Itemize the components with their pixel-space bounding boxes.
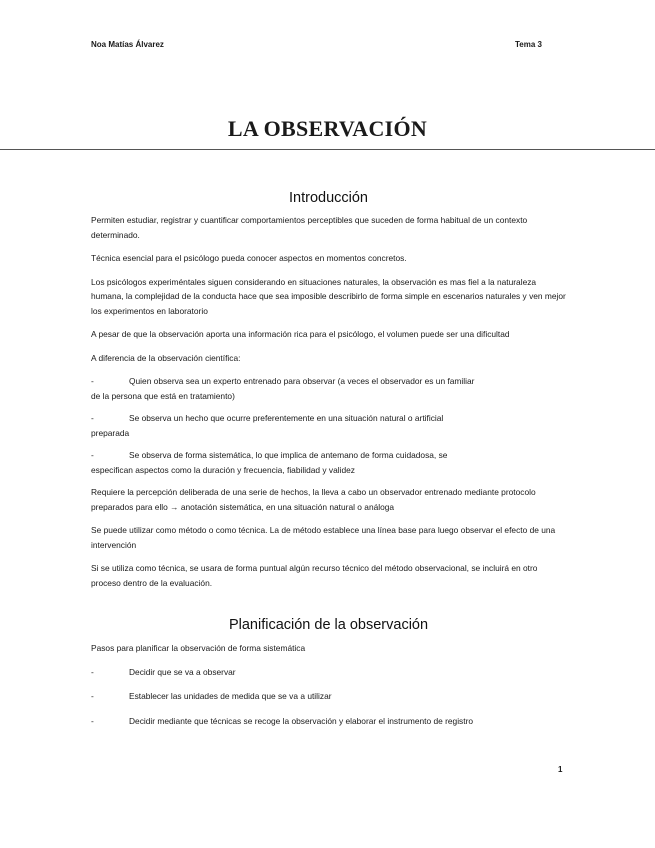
paragraph: Se puede utilizar como método o como técnica. La de método establece una línea base para luego observar el efecto de una intervención — [91, 525, 556, 550]
bullet-text: Quien observa sea un experto entrenado para observar (a veces el observador es un familiar — [129, 376, 475, 386]
header-topic: Tema 3 — [515, 40, 542, 49]
bullet-dash: - — [91, 666, 94, 677]
bullet-text-continued: de la persona que está en tratamiento) — [91, 390, 235, 401]
section-heading-introduccion: Introducción — [289, 190, 368, 206]
paragraph: Si se utiliza como técnica, se usara de forma puntual algún recurso técnico del método observacional, se incluirá en otro proceso dentro de la evaluación. — [91, 563, 538, 588]
bullet-dash: - — [91, 715, 94, 726]
document-body — [91, 190, 566, 738]
bullet-item — [91, 411, 566, 440]
paragraph: Pasos para planificar la observación de forma sistemática — [91, 643, 306, 653]
title-divider — [0, 149, 655, 150]
bullet-item — [91, 714, 566, 729]
bullet-item — [91, 448, 566, 477]
paragraph: Técnica esencial para el psicólogo pueda conocer aspectos en momentos concretos. — [91, 253, 407, 263]
section-heading-planificacion: Planificación de la observación — [228, 617, 429, 633]
bullet-dash: - — [91, 376, 94, 386]
bullet-text: Se observa de forma sistemática, lo que implica de antemano de forma cuidadosa, se — [129, 450, 448, 460]
paragraph: Permiten estudiar, registrar y cuantificar comportamientos perceptibles que suceden de forma habitual de un contexto determinado. — [91, 215, 528, 240]
bullet-text-continued: preparada — [91, 427, 130, 438]
bullet-item — [91, 374, 566, 403]
bullet-text: Decidir mediante que técnicas se recoge la observación y elaborar el instrumento de registro — [129, 715, 474, 726]
paragraph: A pesar de que la observación aporta una información rica para el psicólogo, el volumen puede ser una dificultad — [91, 329, 510, 339]
paragraph: Requiere la percepción deliberada de una serie de hechos, la lleva a cabo un observador entrenado mediante protocolo preparados para ello → anotación sistemática, en una situación natural o análoga — [91, 487, 536, 512]
bullet-text: Decidir que se va a observar — [129, 666, 236, 677]
bullet-dash: - — [91, 691, 94, 701]
bullet-item — [91, 689, 566, 704]
document-title: LA OBSERVACIÓN — [227, 116, 428, 141]
header-author: Noa Matías Álvarez — [91, 40, 164, 49]
paragraph: A diferencia de la observación científica: — [91, 352, 241, 363]
bullet-text: Establecer las unidades de medida que se va a utilizar — [129, 691, 332, 701]
bullet-text: Se observa un hecho que ocurre preferentemente en una situación natural o artificial — [129, 413, 444, 423]
paragraph: Los psicólogos experiméntales siguen considerando en situaciones naturales, la observación es mas fiel a la naturaleza humana, la complejidad de la conducta hace que sea imposible describirlo de forma simple en escenarios naturales y ven mejor los experimentos en laboratorio — [91, 276, 566, 316]
bullet-item — [91, 665, 566, 680]
page-number: 1 — [558, 765, 563, 774]
bullet-text-continued: especifican aspectos como la duración y frecuencia, fiabilidad y validez — [91, 464, 355, 475]
bullet-dash: - — [91, 413, 94, 423]
bullet-dash: - — [91, 450, 94, 460]
